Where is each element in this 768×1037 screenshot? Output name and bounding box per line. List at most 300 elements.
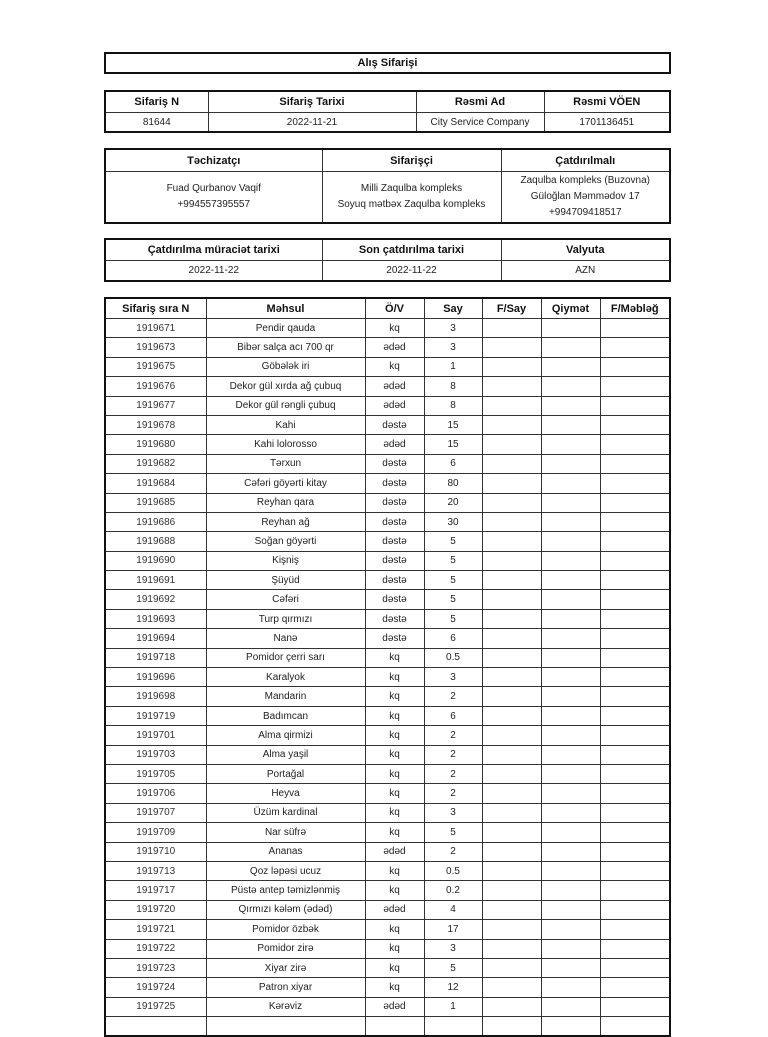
- actual-quantity: [482, 764, 541, 783]
- actual-quantity: [482, 803, 541, 822]
- line-number: 1919690: [105, 551, 206, 570]
- actual-quantity: [482, 396, 541, 415]
- unit: kq: [365, 706, 424, 725]
- actual-amount: [600, 571, 670, 590]
- quantity: 4: [424, 900, 482, 919]
- order-number: 81644: [105, 113, 208, 133]
- table-row: [105, 803, 670, 822]
- price: [541, 474, 600, 493]
- table-row: [105, 764, 670, 783]
- actual-amount: [600, 764, 670, 783]
- table-row: [105, 745, 670, 764]
- actual-amount: [600, 726, 670, 745]
- product-name: Cəfəri: [206, 590, 365, 609]
- product-name: Qoz ləpəsi ucuz: [206, 861, 365, 880]
- quantity: 80: [424, 474, 482, 493]
- actual-amount: [600, 784, 670, 803]
- actual-quantity: [482, 648, 541, 667]
- actual-quantity: [482, 784, 541, 803]
- unit: kq: [365, 745, 424, 764]
- product-name: Reyhan ağ: [206, 512, 365, 531]
- quantity: 17: [424, 920, 482, 939]
- actual-amount: [600, 493, 670, 512]
- actual-amount: [600, 474, 670, 493]
- actual-quantity: [482, 512, 541, 531]
- product-name: Nar süfrə: [206, 823, 365, 842]
- line-number: [105, 1017, 206, 1037]
- line-number: 1919722: [105, 939, 206, 958]
- line-number: 1919710: [105, 842, 206, 861]
- price: [541, 609, 600, 628]
- product-name: Heyva: [206, 784, 365, 803]
- line-number: 1919720: [105, 900, 206, 919]
- unit: ədəd: [365, 377, 424, 396]
- product-name: Alma yaşil: [206, 745, 365, 764]
- actual-quantity: [482, 493, 541, 512]
- product-name: [206, 1017, 365, 1037]
- table-row: [105, 939, 670, 958]
- quantity: 3: [424, 338, 482, 357]
- document-title-box: [104, 52, 671, 74]
- table-row: [105, 881, 670, 900]
- unit: dəstə: [365, 609, 424, 628]
- table-row: [105, 396, 670, 415]
- actual-quantity: [482, 726, 541, 745]
- line-number: 1919698: [105, 687, 206, 706]
- actual-amount: [600, 648, 670, 667]
- quantity: 6: [424, 454, 482, 473]
- actual-amount: [600, 823, 670, 842]
- price: [541, 629, 600, 648]
- product-name: Alma qirmizi: [206, 726, 365, 745]
- quantity: 8: [424, 377, 482, 396]
- tax-id-header: Rəsmi VÖEN: [544, 91, 670, 113]
- product-name: Patron xiyar: [206, 978, 365, 997]
- actual-amount: [600, 609, 670, 628]
- line-number: 1919685: [105, 493, 206, 512]
- line-number: 1919676: [105, 377, 206, 396]
- table-row: [105, 706, 670, 725]
- line-number: 1919686: [105, 512, 206, 531]
- table-row: [105, 319, 670, 338]
- line-number: 1919724: [105, 978, 206, 997]
- price: [541, 958, 600, 977]
- price: [541, 1017, 600, 1037]
- unit: dəstə: [365, 415, 424, 434]
- quantity: 15: [424, 435, 482, 454]
- product-name: Kahi: [206, 415, 365, 434]
- product-name: Cəfəri göyərti kitay: [206, 474, 365, 493]
- parties-table: [104, 148, 671, 224]
- table-row: [105, 1017, 670, 1037]
- actual-amount: [600, 900, 670, 919]
- actual-quantity: [482, 920, 541, 939]
- unit: dəstə: [365, 454, 424, 473]
- actual-quantity: [482, 997, 541, 1016]
- line-number: 1919682: [105, 454, 206, 473]
- actual-quantity: [482, 668, 541, 687]
- actual-quantity: [482, 629, 541, 648]
- unit: dəstə: [365, 474, 424, 493]
- product-name: Portağal: [206, 764, 365, 783]
- table-row: [105, 687, 670, 706]
- product-name: Üzüm kardinal: [206, 803, 365, 822]
- order-info-table: [104, 90, 671, 133]
- price: [541, 784, 600, 803]
- actual-amount: [600, 1017, 670, 1037]
- tax-id: 1701136451: [544, 113, 670, 133]
- line-number: 1919673: [105, 338, 206, 357]
- line-number: 1919707: [105, 803, 206, 822]
- quantity-header: Say: [424, 298, 482, 319]
- table-row: [105, 978, 670, 997]
- actual-amount: [600, 706, 670, 725]
- actual-amount: [600, 920, 670, 939]
- actual-amount: [600, 629, 670, 648]
- product-name: Pomidor çerri sarı: [206, 648, 365, 667]
- unit: kq: [365, 958, 424, 977]
- unit: kq: [365, 784, 424, 803]
- unit: dəstə: [365, 512, 424, 531]
- price: [541, 493, 600, 512]
- table-row: [105, 920, 670, 939]
- quantity: 5: [424, 609, 482, 628]
- quantity: [424, 1017, 482, 1037]
- price: [541, 512, 600, 531]
- table-row: [105, 377, 670, 396]
- actual-quantity: [482, 435, 541, 454]
- unit: kq: [365, 764, 424, 783]
- quantity: 5: [424, 590, 482, 609]
- actual-quantity: [482, 551, 541, 570]
- product-name: Soğan göyərti: [206, 532, 365, 551]
- quantity: 0.2: [424, 881, 482, 900]
- actual-amount: [600, 842, 670, 861]
- unit: kq: [365, 939, 424, 958]
- quantity: 6: [424, 629, 482, 648]
- product-name: Kərəviz: [206, 997, 365, 1016]
- line-number: 1919718: [105, 648, 206, 667]
- quantity: 3: [424, 668, 482, 687]
- unit: ədəd: [365, 435, 424, 454]
- table-row: [105, 997, 670, 1016]
- actual-quantity: [482, 881, 541, 900]
- table-row: [105, 338, 670, 357]
- actual-amount: [600, 958, 670, 977]
- unit: ədəd: [365, 396, 424, 415]
- delivery-location: Zaqulba kompleks (Buzovna): [520, 175, 650, 186]
- line-number: 1919675: [105, 357, 206, 376]
- table-row: [105, 668, 670, 687]
- line-number: 1919693: [105, 609, 206, 628]
- unit: kq: [365, 823, 424, 842]
- document-title: Alış Sifarişi: [105, 53, 670, 73]
- table-row: [105, 532, 670, 551]
- order-date-header: Sifariş Tarixi: [208, 91, 416, 113]
- quantity: 2: [424, 745, 482, 764]
- unit: kq: [365, 881, 424, 900]
- product-name: Pomidor zirə: [206, 939, 365, 958]
- product-name: Göbələk iri: [206, 357, 365, 376]
- unit: ədəd: [365, 842, 424, 861]
- price: [541, 997, 600, 1016]
- quantity: 2: [424, 687, 482, 706]
- unit: kq: [365, 668, 424, 687]
- currency: AZN: [501, 261, 670, 282]
- product-name: Şüyüd: [206, 571, 365, 590]
- line-number: 1919721: [105, 920, 206, 939]
- table-row: [105, 415, 670, 434]
- table-row: [105, 823, 670, 842]
- actual-amount: [600, 435, 670, 454]
- actual-quantity: [482, 823, 541, 842]
- price: [541, 377, 600, 396]
- actual-amount: [600, 377, 670, 396]
- actual-quantity: [482, 861, 541, 880]
- product-name: Dekor gül xırda ağ çubuq: [206, 377, 365, 396]
- unit: dəstə: [365, 590, 424, 609]
- price: [541, 726, 600, 745]
- quantity: 30: [424, 512, 482, 531]
- delivery-phone: +994709418517: [548, 207, 622, 218]
- quantity: 3: [424, 939, 482, 958]
- quantity: 1: [424, 997, 482, 1016]
- actual-quantity: [482, 745, 541, 764]
- actual-amount: [600, 861, 670, 880]
- quantity: 2: [424, 784, 482, 803]
- actual-quantity: [482, 687, 541, 706]
- unit: kq: [365, 920, 424, 939]
- line-number: 1919696: [105, 668, 206, 687]
- price: [541, 706, 600, 725]
- actual-quantity: [482, 415, 541, 434]
- line-number: 1919694: [105, 629, 206, 648]
- product-name: Pomidor özbək: [206, 920, 365, 939]
- actual-amount: [600, 357, 670, 376]
- line-number: 1919684: [105, 474, 206, 493]
- unit: kq: [365, 357, 424, 376]
- price: [541, 920, 600, 939]
- quantity: 5: [424, 823, 482, 842]
- quantity: 5: [424, 532, 482, 551]
- actual-quantity: [482, 706, 541, 725]
- table-row: [105, 958, 670, 977]
- product-name: Qırmızı kələm (ədəd): [206, 900, 365, 919]
- table-row: [105, 357, 670, 376]
- official-name-header: Rəsmi Ad: [416, 91, 544, 113]
- delivery-header: Çatdırılmalı: [501, 149, 670, 172]
- actual-amount: [600, 551, 670, 570]
- unit: dəstə: [365, 493, 424, 512]
- unit: kq: [365, 978, 424, 997]
- table-row: [105, 842, 670, 861]
- actual-quantity: [482, 939, 541, 958]
- price: [541, 745, 600, 764]
- line-number: 1919717: [105, 881, 206, 900]
- price: [541, 939, 600, 958]
- actual-amount: [600, 881, 670, 900]
- quantity: 2: [424, 842, 482, 861]
- price: [541, 978, 600, 997]
- deadline-header: Son çatdırılma tarixi: [322, 239, 501, 261]
- actual-quantity: [482, 609, 541, 628]
- actual-amount: [600, 978, 670, 997]
- quantity: 2: [424, 764, 482, 783]
- actual-quantity: [482, 842, 541, 861]
- actual-quantity: [482, 1017, 541, 1037]
- unit: kq: [365, 861, 424, 880]
- table-row: [105, 609, 670, 628]
- orderer-header: Sifarişçi: [322, 149, 501, 172]
- actual-quantity: [482, 474, 541, 493]
- quantity: 20: [424, 493, 482, 512]
- actual-amount: [600, 396, 670, 415]
- table-row: [105, 900, 670, 919]
- supplier-phone: +994557395557: [177, 199, 251, 210]
- actual-amount: [600, 745, 670, 764]
- delivery-cell: [501, 172, 670, 224]
- unit: ədəd: [365, 900, 424, 919]
- price: [541, 687, 600, 706]
- line-number: 1919692: [105, 590, 206, 609]
- table-row: [105, 512, 670, 531]
- product-name: Ananas: [206, 842, 365, 861]
- product-name: Tərxun: [206, 454, 365, 473]
- order-date: 2022-11-21: [208, 113, 416, 133]
- line-number: 1919709: [105, 823, 206, 842]
- table-row: [105, 435, 670, 454]
- price: [541, 435, 600, 454]
- actual-amount: [600, 415, 670, 434]
- table-row: [105, 648, 670, 667]
- product-name: Xiyar zirə: [206, 958, 365, 977]
- product-name: Karalyok: [206, 668, 365, 687]
- unit: [365, 1017, 424, 1037]
- actual-quantity: [482, 590, 541, 609]
- unit: kq: [365, 687, 424, 706]
- line-number: 1919688: [105, 532, 206, 551]
- table-row: [105, 551, 670, 570]
- actual-amount: [600, 454, 670, 473]
- actual-amount: [600, 338, 670, 357]
- price: [541, 454, 600, 473]
- orderer-cell: [322, 172, 501, 224]
- price: [541, 881, 600, 900]
- quantity: 0.5: [424, 861, 482, 880]
- product-name: Reyhan qara: [206, 493, 365, 512]
- price: [541, 590, 600, 609]
- actual-amount: [600, 512, 670, 531]
- product-name: Nanə: [206, 629, 365, 648]
- quantity: 2: [424, 726, 482, 745]
- actual-quantity: [482, 454, 541, 473]
- quantity: 1: [424, 357, 482, 376]
- table-row: [105, 861, 670, 880]
- line-number: 1919725: [105, 997, 206, 1016]
- order-number-header: Sifariş N: [105, 91, 208, 113]
- unit: ədəd: [365, 338, 424, 357]
- price: [541, 648, 600, 667]
- delivery-info-table: [104, 238, 671, 282]
- actual-amount: [600, 997, 670, 1016]
- product-header: Məhsul: [206, 298, 365, 319]
- line-number: 1919701: [105, 726, 206, 745]
- table-row: [105, 629, 670, 648]
- request-date-header: Çatdırılma müraciət tarixi: [105, 239, 322, 261]
- price: [541, 415, 600, 434]
- actual-quantity: [482, 958, 541, 977]
- table-row: [105, 590, 670, 609]
- actual-quantity: [482, 900, 541, 919]
- orderer-name: Milli Zaqulba kompleks: [360, 183, 463, 194]
- unit: dəstə: [365, 551, 424, 570]
- product-name: Kahi lolorosso: [206, 435, 365, 454]
- unit: kq: [365, 648, 424, 667]
- request-date: 2022-11-22: [105, 261, 322, 282]
- price: [541, 764, 600, 783]
- quantity: 12: [424, 978, 482, 997]
- product-name: Kişniş: [206, 551, 365, 570]
- quantity: 5: [424, 571, 482, 590]
- actual-amount: [600, 590, 670, 609]
- price-header: Qiymət: [541, 298, 600, 319]
- line-number: 1919705: [105, 764, 206, 783]
- product-name: Mandarin: [206, 687, 365, 706]
- unit: dəstə: [365, 571, 424, 590]
- line-number: 1919691: [105, 571, 206, 590]
- product-name: Pendir qauda: [206, 319, 365, 338]
- unit: dəstə: [365, 532, 424, 551]
- actual-quantity-header: F/Say: [482, 298, 541, 319]
- actual-amount: [600, 803, 670, 822]
- line-number: 1919680: [105, 435, 206, 454]
- actual-amount: [600, 532, 670, 551]
- price: [541, 396, 600, 415]
- supplier-name: Fuad Qurbanov Vaqif: [166, 183, 261, 194]
- price: [541, 551, 600, 570]
- quantity: 0.5: [424, 648, 482, 667]
- table-row: [105, 493, 670, 512]
- actual-quantity: [482, 377, 541, 396]
- price: [541, 532, 600, 551]
- unit: kq: [365, 319, 424, 338]
- quantity: 5: [424, 551, 482, 570]
- items-table: [104, 297, 671, 1037]
- table-row: [105, 571, 670, 590]
- product-name: Püstə antep təmizlənmiş: [206, 881, 365, 900]
- price: [541, 319, 600, 338]
- actual-quantity: [482, 571, 541, 590]
- table-row: [105, 726, 670, 745]
- quantity: 15: [424, 415, 482, 434]
- product-name: Badımcan: [206, 706, 365, 725]
- table-row: [105, 474, 670, 493]
- price: [541, 338, 600, 357]
- actual-amount: [600, 668, 670, 687]
- quantity: 8: [424, 396, 482, 415]
- quantity: 3: [424, 803, 482, 822]
- product-name: Turp qırmızı: [206, 609, 365, 628]
- price: [541, 803, 600, 822]
- delivery-contact: Güloğlan Məmmədov 17: [530, 191, 640, 202]
- actual-quantity: [482, 978, 541, 997]
- unit-header: Ö/V: [365, 298, 424, 319]
- line-number: 1919713: [105, 861, 206, 880]
- currency-header: Valyuta: [501, 239, 670, 261]
- actual-quantity: [482, 319, 541, 338]
- actual-quantity: [482, 338, 541, 357]
- actual-amount: [600, 687, 670, 706]
